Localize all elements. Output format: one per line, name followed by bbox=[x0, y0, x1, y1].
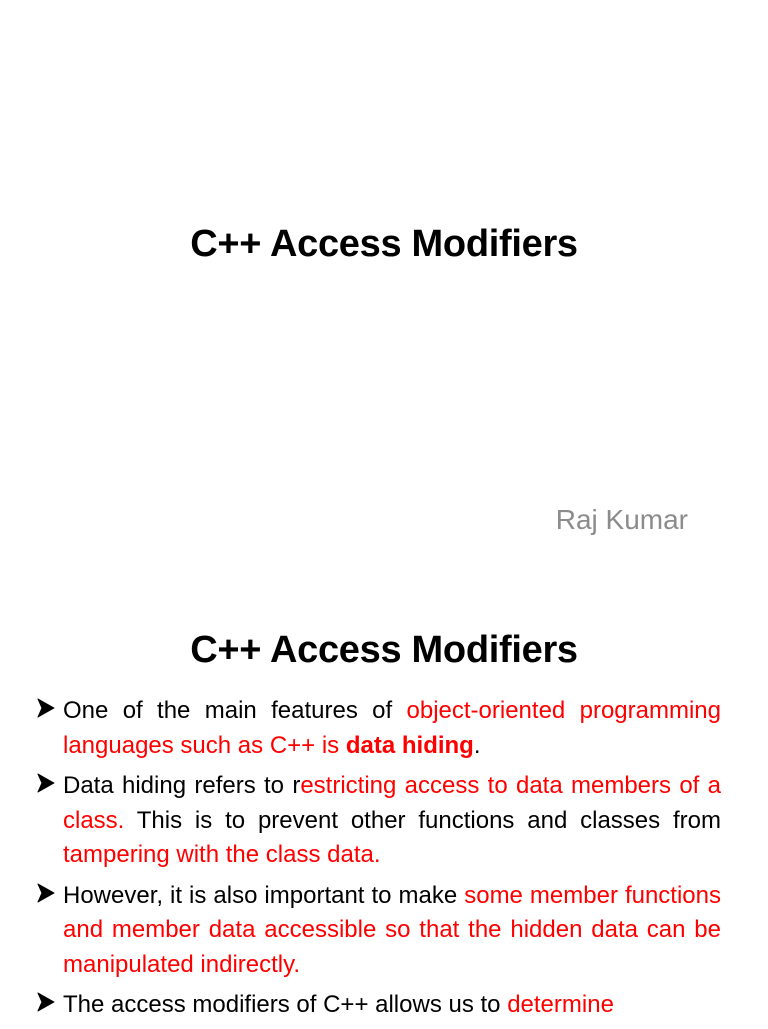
bullet-text-segment: The access modifiers of C++ allows us to bbox=[63, 991, 508, 1018]
bullet-text-segment: tampering with the class data. bbox=[63, 841, 381, 868]
arrow-bullet-icon bbox=[36, 992, 56, 1012]
arrow-bullet-icon bbox=[36, 698, 56, 718]
bullet-text-segment: Data hiding refers to r bbox=[63, 772, 301, 799]
bullet-text-segment: This is to prevent other functions and classes from bbox=[124, 806, 721, 834]
bullet-item bbox=[36, 988, 721, 1023]
content-slide bbox=[0, 576, 768, 1024]
bullet-text-segment: some member functions and member data accessible so that the hidden data can be manipulated indirectly. bbox=[63, 881, 722, 978]
bullet-text-segment: data hiding bbox=[345, 731, 474, 759]
slide-title: C++ Access Modifiers bbox=[190, 629, 578, 671]
bullet-text-segment: One of the main features of bbox=[63, 697, 407, 724]
author-name: Raj Kumar bbox=[555, 504, 688, 535]
bullet-text-segment: determine bbox=[507, 991, 614, 1018]
bullet-list bbox=[36, 694, 721, 1029]
bullet-text-segment: object-oriented programming languages such as C++ is bbox=[63, 697, 721, 759]
bullet-text-segment: . bbox=[473, 731, 481, 759]
arrow-bullet-icon bbox=[36, 883, 56, 903]
bullet-text-segment: estricting access to data members of a class. bbox=[63, 772, 721, 834]
bullet-text-segment: However, it is also important to make bbox=[63, 881, 465, 909]
arrow-bullet-icon bbox=[36, 773, 56, 793]
slide-title: C++ Access Modifiers bbox=[190, 223, 578, 265]
bullet-item bbox=[36, 769, 721, 873]
bullet-item bbox=[36, 694, 721, 763]
bullet-item bbox=[36, 879, 721, 983]
